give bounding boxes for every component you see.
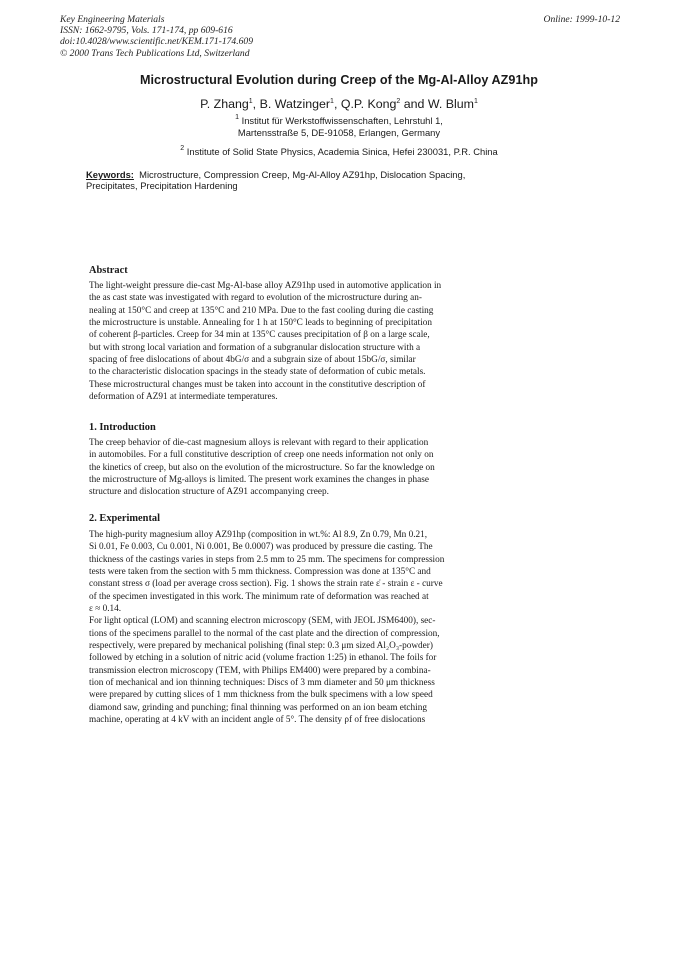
affiliation-mark: 2 (180, 145, 185, 152)
text-line: of coherent β-particles. Creep for 34 min at 135°C causes precipitation of β on a large scale, (89, 330, 430, 341)
affiliation-mark: 1 (235, 114, 239, 121)
experimental-heading: 2. Experimental (89, 513, 160, 524)
journal-header (60, 14, 620, 59)
affiliation-1 (40, 115, 638, 138)
text-line: deformation of AZ91 at intermediate temperatures. (89, 392, 278, 403)
text-line: For light optical (LOM) and scanning electron microscopy (SEM, with JEOL JSM6400), sec- (89, 616, 436, 627)
text-line: were prepared by cutting slices of 1 mm thickness from the bulk specimens with a low speed (89, 690, 433, 701)
text-line: tests were taken from the section with 5 mm thickness. Compression was done at 135°C and (89, 567, 431, 578)
doi-line: doi:10.4028/www.scientific.net/KEM.171-174.609 (60, 36, 254, 48)
author-affiliation-mark: 1 (330, 98, 334, 105)
paper-title: Microstructural Evolution during Creep of the Mg-Al-Alloy AZ91hp (139, 73, 539, 87)
text-line: nealing at 150°C and creep at 135°C and 210 MPa. Due to the fast cooling during die casting (89, 305, 434, 316)
text-line: the as cast state was investigated with regard to evolution of the microstructure during an- (89, 293, 422, 304)
abstract-heading: Abstract (89, 265, 128, 276)
online-date: Online: 1999-10-12 (543, 14, 620, 25)
text-line: spacing of free dislocations of about 4bG/σ and a subgrain size of about 15bG/σ, similar (89, 355, 416, 366)
affiliation-text: Institute of Solid State Physics, Academia Sinica, Hefei 230031, P.R. China (186, 146, 498, 157)
author-name: W. Blum (427, 97, 475, 111)
journal-name: Key Engineering Materials (60, 14, 165, 25)
affiliation-text: Institut für Werkstoffwissenschaften, Lehrstuhl 1, (241, 115, 443, 126)
text-line: constant stress σ (load per average cross section). Fig. 1 shows the strain rate ε̇ - strain ε - curve (89, 579, 443, 590)
keywords-line-2: Precipitates, Precipitation Hardening (86, 180, 238, 192)
author-list: P. Zhang$^1$, B. Watzinger$^1$, Q.P. Kong$^2$ and W. Blum$^1$ (200, 97, 478, 111)
abstract-body (89, 280, 533, 403)
introduction-body (89, 437, 533, 499)
keywords-label: Keywords: (86, 169, 134, 180)
text-line: tions of the specimens parallel to the normal of the cast plate and the direction of compression, (89, 628, 440, 639)
text-line: The light-weight pressure die-cast Mg-Al-base alloy AZ91hp used in automotive application in (89, 281, 442, 291)
text-line: the kinetics of creep, but also on the evolution of the microstructure. So far the knowledge on (89, 462, 435, 473)
text-line: thickness of the castings varies in steps from 2.5 mm to 25 mm. The specimens for compression (89, 554, 445, 565)
author-name: B. Watzinger (259, 97, 331, 111)
introduction-heading: 1. Introduction (89, 422, 156, 433)
text-line: the microstructure of Mg-alloys is limited. The present work examines the changes in phase (89, 475, 429, 486)
text-line: of the specimen investigated in this work. The minimum rate of deformation was reached at (89, 591, 429, 602)
text-line: tion of mechanical and ion thinning techniques: Discs of 3 mm diameter and 50 μm thickness (89, 678, 435, 689)
text-line: diamond saw, grinding and punching; final thinning was performed on an ion beam etching (89, 702, 427, 713)
text-line: but with strong local variation and formation of a subgranular dislocation structure with a (89, 342, 421, 353)
affiliation-line (40, 127, 638, 139)
text-line: machine, operating at 4 kV with an incident angle of 5°. The density ρf of free dislocations (89, 715, 426, 726)
affiliation-line (40, 115, 638, 127)
author-affiliation-mark: 1 (474, 98, 478, 105)
affiliation-text: Martensstraße 5, DE-91058, Erlangen, Germany (237, 126, 441, 138)
author-affiliation-mark: 1 (248, 98, 253, 105)
keywords-block (86, 169, 532, 192)
author-affiliation-mark: 2 (396, 98, 401, 105)
text-line: transmission electron microscopy (TEM, with Philips EM400) were prepared by a combina- (89, 665, 431, 676)
text-line: in automobiles. For a full constitutive description of creep one needs information not only on (89, 450, 434, 461)
text-line: to the characteristic dislocation spacings in the steady state of deformation of cubic metals. (89, 367, 426, 378)
affiliation-line (40, 146, 638, 158)
author-name: Q.P. Kong (340, 97, 397, 111)
text-line: Si 0.01, Fe 0.003, Cu 0.001, Ni 0.001, Be 0.0007) was produced by pressure die casting. The (89, 542, 433, 553)
experimental-body (89, 529, 533, 727)
text-line: ε ≈ 0.14. (89, 604, 122, 615)
author-name: P. Zhang (200, 97, 249, 111)
text-line: the microstructure is unstable. Annealing for 1 h at 150°C leads to beginning of precipitation (89, 318, 433, 329)
text-line: structure and dislocation structure of AZ91 accompanying creep. (89, 487, 329, 498)
keywords-line-1 (86, 169, 532, 180)
issn-line: ISSN: 1662-9795, Vols. 171-174, pp 609-616 (60, 25, 233, 37)
copyright-line: © 2000 Trans Tech Publications Ltd, Switzerland (60, 47, 250, 59)
affiliation-2 (40, 146, 638, 158)
text-line: respectively, were prepared by mechanical polishing (final step: 0.3 μm sized Al₂O₃-powder) (89, 641, 433, 652)
text-line: The creep behavior of die-cast magnesium alloys is relevant with regard to their application (89, 438, 429, 448)
keywords-text-1: Microstructure, Compression Creep, Mg-Al-Alloy AZ91hp, Dislocation Spacing, (139, 169, 466, 180)
text-line: The high-purity magnesium alloy AZ91hp (composition in wt.%: Al 8.9, Zn 0.79, Mn 0.21, (89, 530, 428, 540)
text-line: These microstructural changes must be taken into account in the constitutive description of (89, 379, 426, 390)
text-line: followed by etching in a solution of nitric acid (volume fraction 1:25) in ethanol. The foils for (89, 653, 437, 664)
